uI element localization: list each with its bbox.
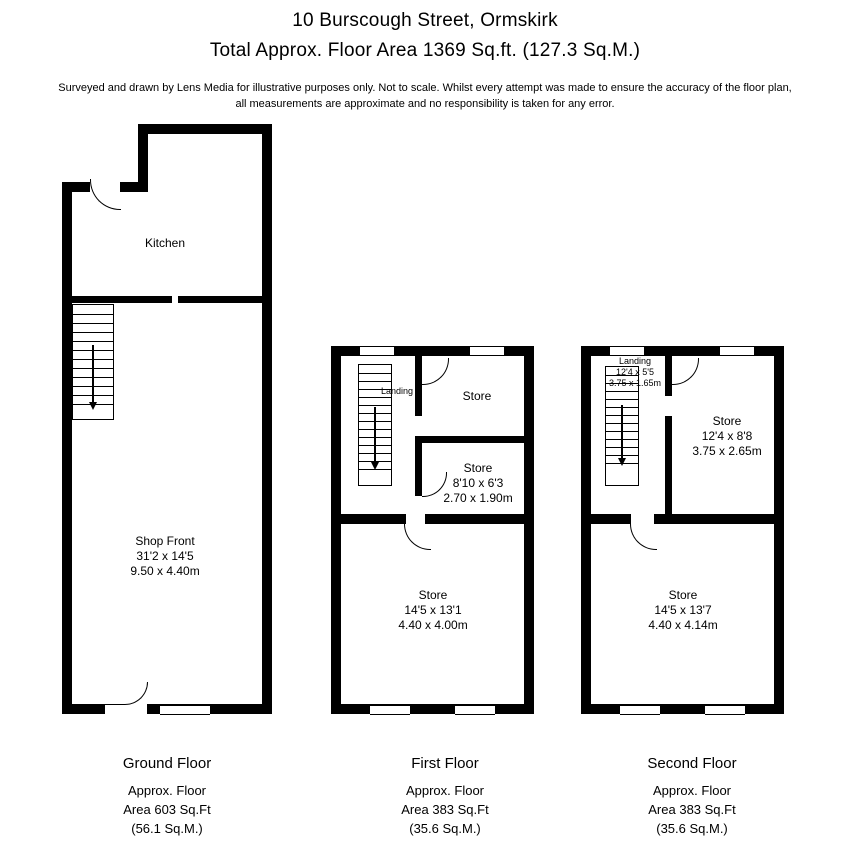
floor-area-line-3: (56.1 Sq.M.) [131,821,203,836]
plan-header [0,0,850,112]
room-dim-metric: 2.70 x 1.90m [443,491,513,505]
room-name: Store [668,588,698,602]
window-opening [470,347,504,355]
window-opening [620,705,660,715]
room-name: Store [418,588,448,602]
second-floor-caption [617,754,767,838]
floor-name: First Floor [411,755,479,772]
wall-segment [138,124,148,182]
wall-segment [62,182,72,714]
floor-name: Second Floor [647,755,737,772]
interior-wall [665,416,672,516]
staircase [72,304,114,420]
landing-dim-metric: 3.75 x 1.65m [608,378,662,388]
floor-area-line-1: Approx. Floor [652,783,732,798]
window-opening [705,705,745,715]
window-opening [720,347,754,355]
disclaimer-line-1: Surveyed and drawn by Lens Media for illustrative purposes only. Not to scale. Whilst every attempt was made to ensure the accuracy of the floor plan, [58,82,792,94]
room-label-store-main [382,588,484,633]
room-name: Shop Front [135,534,195,548]
stair-direction-arrow [92,345,94,403]
floor-area-line-3: (35.6 Sq.M.) [656,821,728,836]
room-dim-imperial: 14'5 x 13'7 [654,603,712,617]
wall-segment [774,346,784,714]
wall-segment [331,346,341,714]
room-name: Store [712,414,742,428]
wall-segment [581,346,591,714]
interior-wall [415,356,422,416]
wall-segment [524,346,534,714]
wall-segment [331,704,534,714]
floor-area-line-2: Area 383 Sq.Ft [401,802,489,817]
door-swing-arc [105,682,148,705]
door-swing-arc [672,358,699,385]
staircase [358,364,392,486]
room-dim-imperial: 12'4 x 8'8 [701,429,753,443]
landing-label: Landing [381,386,414,396]
room-name: Store [462,389,492,403]
room-dim-metric: 3.75 x 2.65m [692,444,762,458]
stair-direction-arrow [374,407,376,463]
floor-plans [0,124,850,744]
wall-segment [262,124,272,714]
room-name: Store [463,461,493,475]
total-area-title: Total Approx. Floor Area 1369 Sq.ft. (127.3 Sq.M.) [209,40,641,61]
door-swing-arc [90,179,121,210]
window-opening [455,705,495,715]
floor-area-line-3: (35.6 Sq.M.) [409,821,481,836]
interior-wall [591,514,631,524]
floor-area-line-1: Approx. Floor [127,783,207,798]
landing-name: Landing [618,356,652,366]
door-swing-arc [630,523,657,550]
stair-direction-arrow [621,405,623,459]
window-opening [360,347,394,355]
interior-wall [654,514,784,524]
door-swing-arc [404,523,431,550]
disclaimer-line-2: all measurements are approximate and no responsibility is taken for any error. [235,98,615,110]
floor-area-line-2: Area 383 Sq.Ft [648,802,736,817]
room-label-shop-front [95,534,235,579]
interior-wall [425,514,534,524]
wall-segment [581,704,784,714]
interior-wall [415,436,422,496]
interior-wall [62,296,172,303]
floor-area-line-1: Approx. Floor [405,783,485,798]
interior-wall [331,514,406,524]
floor-name: Ground Floor [122,755,212,772]
door-swing-arc [422,358,449,385]
room-label-store-mid [428,461,528,506]
window-opening [160,705,210,715]
room-label-store-top [677,414,777,459]
room-dim-imperial: 8'10 x 6'3 [452,476,504,490]
room-dim-metric: 9.50 x 4.40m [130,564,200,578]
floor-area-line-2: Area 603 Sq.Ft [123,802,211,817]
disclaimer [0,80,850,112]
room-label-store-top [432,389,522,404]
room-dim-imperial: 14'5 x 13'1 [404,603,462,617]
interior-wall [415,436,534,443]
first-floor-caption [370,754,520,838]
ground-floor-caption [92,754,242,838]
landing-label-block [595,356,675,389]
room-dim-metric: 4.40 x 4.00m [398,618,468,632]
interior-wall [178,296,272,303]
room-dim-imperial: 31'2 x 14'5 [136,549,194,563]
page-title: 10 Burscough Street, Ormskirk [292,10,558,31]
window-opening [370,705,410,715]
room-dim-metric: 4.40 x 4.14m [648,618,718,632]
room-name: Kitchen [144,236,186,250]
room-label-kitchen [110,236,220,251]
landing-dim-imperial: 12'4 x 5'5 [616,367,654,377]
wall-segment [138,124,272,134]
window-opening [610,347,644,355]
room-label-store-main [632,588,734,633]
